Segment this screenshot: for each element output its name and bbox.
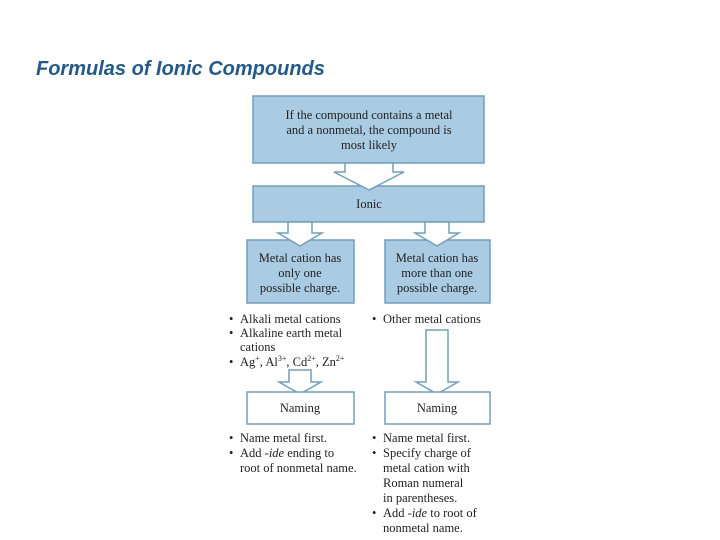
left-bullet-3-ions [240,354,345,369]
top-box-line-3: most likely [341,138,397,152]
bullet: • [229,446,234,460]
left-box-line-1: Metal cation has [258,251,342,265]
ion-ag: Ag [240,355,256,369]
ion-ag-charge: + [255,354,260,363]
right-rule-1: Name metal first. [383,431,471,445]
ion-al: , Al [259,355,278,369]
right-box-line-1: Metal cation has [395,251,479,265]
left-rule-2: Add -ide ending to [240,446,335,460]
right-box-line-3: possible charge. [396,281,478,295]
ion-al-charge: 3+ [277,354,287,363]
left-rule-1: Name metal first. [240,431,328,445]
ion-cd-charge: 2+ [307,354,316,363]
bullet: • [372,312,377,326]
ion-zn: , Zn [315,355,336,369]
naming-right-label: Naming [416,401,458,415]
ion-cd: , Cd [286,355,308,369]
naming-left-label: Naming [279,401,321,415]
down-arrow-icon [279,370,321,394]
bullet: • [372,431,377,445]
left-box-line-2: only one [278,266,322,280]
top-box-line-2: and a nonmetal, the compound is [286,123,452,137]
page-title: Formulas of Ionic Compounds [36,58,325,80]
ion-zn-charge: 2+ [335,354,345,363]
bullet: • [229,431,234,445]
left-rule-2-cont: root of nonmetal name. [240,461,357,475]
bullet: • [372,506,377,520]
right-rule-3-cont: nonmetal name. [383,521,463,535]
right-rule-3: Add -ide to root of [383,506,477,520]
right-rule-2: Specify charge of [383,446,471,460]
right-bullet-1: Other metal cations [383,312,481,326]
left-box-line-3: possible charge. [259,281,341,295]
left-bullet-1: Alkali metal cations [240,312,341,326]
bullet: • [229,312,234,326]
left-bullet-2: Alkaline earth metal [240,326,343,340]
top-box-line-1: If the compound contains a metal [285,108,453,122]
ionic-label: Ionic [356,197,382,211]
right-box-line-2: more than one [401,266,473,280]
down-arrow-icon [416,330,458,394]
bullet: • [372,446,377,460]
bullet: • [229,326,234,340]
bullet: • [229,355,234,369]
left-bullet-2-cont: cations [240,340,276,354]
right-rule-2-cont-2: Roman numeral [383,476,464,490]
right-rule-2-cont-1: metal cation with [383,461,470,475]
right-rule-2-cont-3: in parentheses. [383,491,458,505]
